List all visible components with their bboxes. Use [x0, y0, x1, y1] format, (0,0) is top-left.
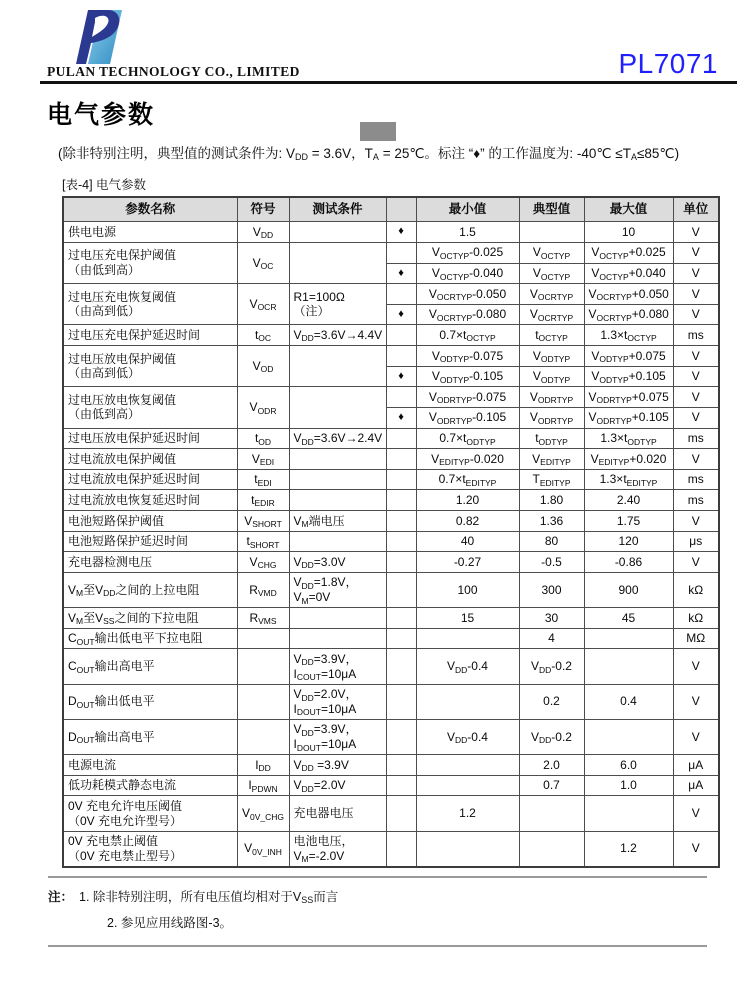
diamond-cell — [386, 755, 416, 776]
header-cell: 最小值 — [416, 197, 519, 222]
diamond-cell — [386, 490, 416, 511]
test-conditions-note: (除非特别注明，典型值的测试条件为: $V_{DD} = 3.6V$，$T_A$ = 25℃。标注 “♦” 的工作温度为: -40℃ $\le T_A\le 85℃$) — [58, 145, 680, 162]
unit-cell: V — [673, 552, 719, 573]
symbol-cell — [237, 649, 289, 684]
min-cell: $V_{DD}-0.4$ — [416, 649, 519, 684]
max-cell: 10 — [584, 222, 673, 243]
max-cell: $V_{ODTYP}+0.075$ — [584, 346, 673, 367]
condition-cell: $V_{DD}=3.9V$， $I_{COUT}=10\mu A$ — [289, 649, 386, 684]
max-cell: $V_{OCTYP}+0.025$ — [584, 242, 673, 263]
min-cell: 1.2 — [416, 796, 519, 831]
unit-cell: μA — [673, 775, 719, 796]
max-cell — [584, 649, 673, 684]
param-cell: 电源电流 — [63, 755, 237, 776]
param-cell: 低功耗模式静态电流 — [63, 775, 237, 796]
unit-cell: V — [673, 387, 719, 408]
table-caption: [表-4] 电气参数 — [62, 178, 147, 193]
unit-cell: V — [673, 407, 719, 428]
unit-cell: ms — [673, 490, 719, 511]
unit-cell: V — [673, 796, 719, 831]
max-cell — [584, 796, 673, 831]
table-row — [63, 755, 719, 776]
min-cell: $V_{OCRTYP}-0.050$ — [416, 284, 519, 305]
diamond-cell — [386, 449, 416, 470]
max-cell: $V_{EDITYP}+0.020$ — [584, 449, 673, 470]
table-row — [63, 325, 719, 346]
diamond-cell — [386, 469, 416, 490]
max-cell: $V_{OCTYP}+0.040$ — [584, 263, 673, 284]
min-cell: $V_{ODTYP}-0.105$ — [416, 366, 519, 387]
typ-cell: $V_{ODRTYP}$ — [519, 407, 584, 428]
header-cell: 测试条件 — [289, 197, 386, 222]
unit-cell: V — [673, 719, 719, 754]
diamond-cell — [386, 511, 416, 532]
condition-cell — [289, 628, 386, 649]
min-cell: -0.27 — [416, 552, 519, 573]
table-header — [63, 197, 719, 222]
diamond-cell: ♦ — [386, 407, 416, 428]
header-cell: 参数名称 — [63, 197, 237, 222]
symbol-cell: $V_{CHG}$ — [237, 552, 289, 573]
notes-items — [73, 887, 338, 931]
max-cell: $1.3\times t_{EDITYP}$ — [584, 469, 673, 490]
unit-cell: V — [673, 511, 719, 532]
unit-cell: V — [673, 366, 719, 387]
table-body — [63, 222, 719, 867]
header-cell: 单位 — [673, 197, 719, 222]
typ-cell: 4 — [519, 628, 584, 649]
typ-cell: 0.2 — [519, 684, 584, 719]
diamond-cell — [386, 572, 416, 607]
min-cell: 15 — [416, 608, 519, 629]
param-cell: 过电压放电恢复阈值 （由低到高） — [63, 387, 237, 428]
table-row — [63, 387, 719, 408]
typ-cell: 0.7 — [519, 775, 584, 796]
diamond-cell — [386, 552, 416, 573]
max-cell: 1.0 — [584, 775, 673, 796]
min-cell — [416, 755, 519, 776]
typ-cell — [519, 831, 584, 867]
max-cell: $V_{OCRTYP}+0.080$ — [584, 304, 673, 325]
param-cell: $V_M$至$V_{DD}$之间的上拉电阻 — [63, 572, 237, 607]
typ-cell: $t_{ODTYP}$ — [519, 428, 584, 449]
typ-cell: $V_{OCRTYP}$ — [519, 284, 584, 305]
table-row — [63, 511, 719, 532]
max-cell: $1.3\times t_{OCTYP}$ — [584, 325, 673, 346]
part-number: PL7071 — [618, 48, 718, 79]
min-cell: 100 — [416, 572, 519, 607]
unit-cell: kΩ — [673, 572, 719, 607]
min-cell: 1.20 — [416, 490, 519, 511]
note-item: 2. 参见应用线路图-3。 — [107, 915, 233, 930]
symbol-cell: $V_{ODR}$ — [237, 387, 289, 428]
symbol-cell: $V_{OD}$ — [237, 346, 289, 387]
pulan-logo-graphic — [64, 8, 128, 66]
table-row — [63, 684, 719, 719]
unit-cell: kΩ — [673, 608, 719, 629]
param-cell: $D_{OUT}$输出低电平 — [63, 684, 237, 719]
typ-cell: $V_{DD}-0.2$ — [519, 649, 584, 684]
condition-cell: $V_{DD} =3.9V$ — [289, 755, 386, 776]
max-cell: -0.86 — [584, 552, 673, 573]
diamond-cell: ♦ — [386, 304, 416, 325]
condition-cell: $V_{DD}=1.8V$， $V_M=0V$ — [289, 572, 386, 607]
table-row — [63, 796, 719, 831]
pulan-logo — [64, 8, 128, 66]
unit-cell: ms — [673, 428, 719, 449]
diamond-cell — [386, 719, 416, 754]
symbol-cell: $V_{OCR}$ — [237, 284, 289, 325]
max-cell: 0.4 — [584, 684, 673, 719]
unit-cell: V — [673, 304, 719, 325]
min-cell: 1.5 — [416, 222, 519, 243]
max-cell: 2.40 — [584, 490, 673, 511]
symbol-cell: $t_{EDI}$ — [237, 469, 289, 490]
diamond-cell: ♦ — [386, 263, 416, 284]
table-row — [63, 608, 719, 629]
min-cell: $V_{OCRTYP}-0.080$ — [416, 304, 519, 325]
diamond-cell: ♦ — [386, 366, 416, 387]
unit-cell: V — [673, 684, 719, 719]
unit-cell: V — [673, 222, 719, 243]
symbol-cell: $V_{0V\_CHG}$ — [237, 796, 289, 831]
min-cell — [416, 775, 519, 796]
unit-cell: V — [673, 649, 719, 684]
param-cell: $C_{OUT}$输出高电平 — [63, 649, 237, 684]
max-cell: 900 — [584, 572, 673, 607]
param-cell: 0V 充电禁止阈值 （0V 充电禁止型号） — [63, 831, 237, 867]
symbol-cell: $R_{VMD}$ — [237, 572, 289, 607]
symbol-cell: $t_{OC}$ — [237, 325, 289, 346]
param-cell: 过电压放电保护阈值 （由高到低） — [63, 346, 237, 387]
diamond-cell — [386, 831, 416, 867]
param-cell: 过电压充电保护延迟时间 — [63, 325, 237, 346]
unit-cell: V — [673, 263, 719, 284]
diamond-cell — [386, 428, 416, 449]
param-cell: 过电流放电保护延迟时间 — [63, 469, 237, 490]
max-cell: $1.3\times t_{ODTYP}$ — [584, 428, 673, 449]
symbol-cell: $V_{EDI}$ — [237, 449, 289, 470]
max-cell: $V_{OCRTYP}+0.050$ — [584, 284, 673, 305]
table-row — [63, 490, 719, 511]
typ-cell: $T_{EDITYP}$ — [519, 469, 584, 490]
header-cell: 最大值 — [584, 197, 673, 222]
table-header-row — [63, 197, 719, 222]
max-cell: 45 — [584, 608, 673, 629]
param-cell: 过电压充电保护阈值 （由低到高） — [63, 242, 237, 283]
symbol-cell: $R_{VMS}$ — [237, 608, 289, 629]
min-cell — [416, 628, 519, 649]
diamond-cell — [386, 649, 416, 684]
min-cell: $V_{OCTYP}-0.040$ — [416, 263, 519, 284]
table-row — [63, 469, 719, 490]
param-cell: 供电电源 — [63, 222, 237, 243]
table-row — [63, 222, 719, 243]
min-cell — [416, 831, 519, 867]
condition-cell: 电池电压， $V_M=-2.0V$ — [289, 831, 386, 867]
typ-cell — [519, 222, 584, 243]
diamond-cell — [386, 242, 416, 263]
table-row — [63, 284, 719, 305]
typ-cell: $V_{OCTYP}$ — [519, 242, 584, 263]
min-cell: 40 — [416, 531, 519, 552]
unit-cell: V — [673, 346, 719, 367]
unit-cell: μA — [673, 755, 719, 776]
typ-cell: -0.5 — [519, 552, 584, 573]
max-cell: $V_{ODRTYP}+0.105$ — [584, 407, 673, 428]
typ-cell: $t_{OCTYP}$ — [519, 325, 584, 346]
param-cell: 充电器检测电压 — [63, 552, 237, 573]
unit-cell: MΩ — [673, 628, 719, 649]
symbol-cell: $t_{SHORT}$ — [237, 531, 289, 552]
condition-cell — [289, 242, 386, 283]
typ-cell: $V_{ODRTYP}$ — [519, 387, 584, 408]
symbol-cell: $V_{DD}$ — [237, 222, 289, 243]
param-cell: 过电流放电恢复延迟时间 — [63, 490, 237, 511]
condition-cell — [289, 469, 386, 490]
typ-cell: 30 — [519, 608, 584, 629]
symbol-cell: $t_{OD}$ — [237, 428, 289, 449]
condition-cell: $V_{DD}=3.0V$ — [289, 552, 386, 573]
condition-cell — [289, 490, 386, 511]
condition-cell: 充电器电压 — [289, 796, 386, 831]
symbol-cell — [237, 719, 289, 754]
min-cell — [416, 684, 519, 719]
condition-cell: $V_{DD}=3.6V\to 2.4V$ — [289, 428, 386, 449]
diamond-cell — [386, 684, 416, 719]
typ-cell: 1.36 — [519, 511, 584, 532]
table-row — [63, 775, 719, 796]
min-cell: $0.7\times t_{ODTYP}$ — [416, 428, 519, 449]
typ-cell: $V_{EDITYP}$ — [519, 449, 584, 470]
table-row — [63, 428, 719, 449]
min-cell: $V_{EDITYP}-0.020$ — [416, 449, 519, 470]
diamond-cell — [386, 387, 416, 408]
condition-cell: $V_{DD}=3.6V\to 4.4V$ — [289, 325, 386, 346]
min-cell: $V_{OCTYP}-0.025$ — [416, 242, 519, 263]
diamond-cell — [386, 531, 416, 552]
condition-cell: $V_M$端电压 — [289, 511, 386, 532]
condition-cell — [289, 608, 386, 629]
max-cell: 6.0 — [584, 755, 673, 776]
company-name: PULAN TECHNOLOGY CO., LIMITED — [47, 64, 300, 79]
max-cell: $V_{ODTYP}+0.105$ — [584, 366, 673, 387]
symbol-cell: $I_{DD}$ — [237, 755, 289, 776]
unit-cell: ms — [673, 469, 719, 490]
condition-cell — [289, 531, 386, 552]
typ-cell: 300 — [519, 572, 584, 607]
table-row — [63, 531, 719, 552]
diamond-cell — [386, 325, 416, 346]
page-content — [0, 102, 750, 947]
typ-cell: $V_{DD}-0.2$ — [519, 719, 584, 754]
notes-label: 注： — [48, 889, 74, 904]
diamond-cell — [386, 796, 416, 831]
header-cell-flag — [386, 197, 416, 222]
unit-cell: V — [673, 242, 719, 263]
unit-cell: ms — [673, 325, 719, 346]
max-cell: 1.75 — [584, 511, 673, 532]
unit-cell: μs — [673, 531, 719, 552]
unit-cell: V — [673, 449, 719, 470]
header-rule — [40, 81, 737, 84]
condition-cell — [289, 346, 386, 387]
param-cell: 0V 充电允许电压阈值 （0V 充电允许型号） — [63, 796, 237, 831]
min-cell: $V_{DD}-0.4$ — [416, 719, 519, 754]
typ-cell: $V_{ODTYP}$ — [519, 366, 584, 387]
param-cell: $C_{OUT}$输出低电平下拉电阻 — [63, 628, 237, 649]
max-cell: 1.2 — [584, 831, 673, 867]
typ-cell: 1.80 — [519, 490, 584, 511]
header-cell: 典型值 — [519, 197, 584, 222]
param-cell: 过电压放电保护延迟时间 — [63, 428, 237, 449]
symbol-cell: $V_{SHORT}$ — [237, 511, 289, 532]
table-row — [63, 346, 719, 367]
diamond-cell — [386, 284, 416, 305]
diamond-cell: ♦ — [386, 222, 416, 243]
param-cell: 过电压充电恢复阈值 （由高到低） — [63, 284, 237, 325]
param-cell: $D_{OUT}$输出高电平 — [63, 719, 237, 754]
condition-cell: R1=100Ω （注） — [289, 284, 386, 325]
condition-cell — [289, 222, 386, 243]
min-cell: $V_{ODRTYP}-0.105$ — [416, 407, 519, 428]
typ-cell: 80 — [519, 531, 584, 552]
table-row — [63, 628, 719, 649]
symbol-cell — [237, 628, 289, 649]
diamond-cell — [386, 775, 416, 796]
param-cell: 过电流放电保护阈值 — [63, 449, 237, 470]
min-cell: $0.7\times t_{EDITYP}$ — [416, 469, 519, 490]
table-row — [63, 719, 719, 754]
unit-cell: V — [673, 284, 719, 305]
diamond-cell — [386, 346, 416, 367]
max-cell — [584, 628, 673, 649]
typ-cell: $V_{OCRTYP}$ — [519, 304, 584, 325]
table-row — [63, 242, 719, 263]
typ-cell: $V_{ODTYP}$ — [519, 346, 584, 367]
table-row — [63, 449, 719, 470]
symbol-cell: $V_{0V\_INH}$ — [237, 831, 289, 867]
symbol-cell: $V_{OC}$ — [237, 242, 289, 283]
typ-cell — [519, 796, 584, 831]
min-cell: 0.82 — [416, 511, 519, 532]
page-title: 电气参数 — [47, 101, 156, 129]
condition-cell: $V_{DD}=2.0V$， $I_{DOUT}=10\mu A$ — [289, 684, 386, 719]
max-cell: $V_{ODRTYP}+0.075$ — [584, 387, 673, 408]
header-cell: 符号 — [237, 197, 289, 222]
max-cell — [584, 719, 673, 754]
gray-marker — [360, 122, 396, 141]
symbol-cell — [237, 684, 289, 719]
typ-cell: 2.0 — [519, 755, 584, 776]
table-row — [63, 649, 719, 684]
min-cell: $0.7\times t_{OCTYP}$ — [416, 325, 519, 346]
unit-cell: V — [673, 831, 719, 867]
table-row — [63, 552, 719, 573]
note-item: 1. 除非特别注明，所有电压值均相对于$V_{SS}$而言 — [79, 889, 339, 906]
min-cell: $V_{ODTYP}-0.075$ — [416, 346, 519, 367]
condition-cell — [289, 387, 386, 428]
param-cell: 电池短路保护延迟时间 — [63, 531, 237, 552]
max-cell: 120 — [584, 531, 673, 552]
symbol-cell: $t_{EDIR}$ — [237, 490, 289, 511]
notes-section — [48, 876, 707, 947]
min-cell: $V_{ODRTYP}-0.075$ — [416, 387, 519, 408]
table-row — [63, 831, 719, 867]
param-cell: $V_M$至$V_{SS}$之间的下拉电阻 — [63, 608, 237, 629]
diamond-cell — [386, 608, 416, 629]
condition-cell: $V_{DD}=3.9V$， $I_{DOUT}=10\mu A$ — [289, 719, 386, 754]
condition-cell — [289, 449, 386, 470]
table-row — [63, 572, 719, 607]
param-cell: 电池短路保护阈值 — [63, 511, 237, 532]
diamond-cell — [386, 628, 416, 649]
symbol-cell: $I_{PDWN}$ — [237, 775, 289, 796]
typ-cell: $V_{OCTYP}$ — [519, 263, 584, 284]
electrical-parameters-table — [62, 196, 720, 868]
condition-cell: $V_{DD}=2.0V$ — [289, 775, 386, 796]
